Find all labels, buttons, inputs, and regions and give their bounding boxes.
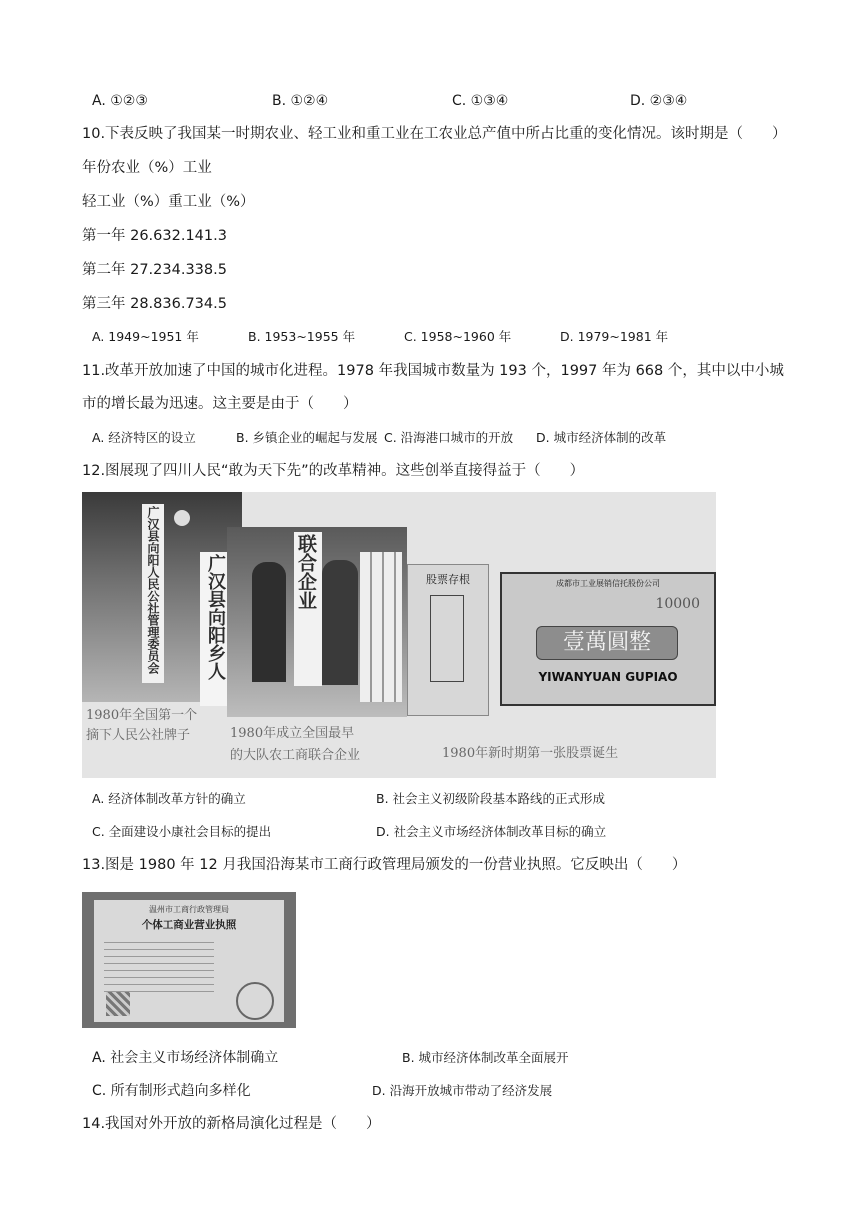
caption: 1980年成立全国最早 — [230, 726, 355, 741]
q13-option-d: D. 沿海开放城市带动了经济发展 — [372, 1083, 553, 1098]
q10-option-b: B. 1953~1955 年 — [248, 329, 356, 344]
q11-stem-line2: 市的增长最为迅速。这主要是由于（ ） — [82, 396, 358, 412]
stub-seal-box — [430, 595, 464, 682]
caption: 1980年新时期第一张股票诞生 — [442, 746, 619, 761]
q10-table-line: 第二年 27.234.338.5 — [82, 262, 227, 278]
q13-option-c: C. 所有制形式趋向多样化 — [92, 1083, 251, 1099]
q13-option-b: B. 城市经济体制改革全面展开 — [402, 1050, 569, 1065]
q9-option-d: D. ②③④ — [630, 93, 688, 109]
q11-option-c: C. 沿海港口城市的开放 — [384, 430, 514, 445]
caption: 1980年全国第一个 — [86, 708, 198, 723]
license-text-lines — [104, 936, 214, 996]
q10-option-d: D. 1979~1981 年 — [560, 329, 669, 344]
stock-stub — [407, 564, 489, 716]
q10-table-line: 第三年 28.836.734.5 — [82, 296, 227, 312]
license-bureau: 温州市工商行政管理局 — [149, 905, 229, 914]
q12-option-d: D. 社会主义市场经济体制改革目标的确立 — [376, 824, 607, 839]
stock-issuer: 成都市工业展销信托股份公司 — [556, 579, 660, 588]
q11-stem-line1: 11.改革开放加速了中国的城市化进程。1978 年我国城市数量为 193 个，1997 年为 668 个，其中以中小城 — [82, 363, 784, 379]
q12-option-c: C. 全面建设小康社会目标的提出 — [92, 824, 272, 839]
person-silhouette — [322, 560, 358, 685]
caption: 的大队农工商联合企业 — [230, 748, 361, 763]
stock-stub-title: 股票存根 — [426, 573, 470, 586]
village-sign-board: 广汉县向阳乡人 — [200, 552, 230, 706]
q10-option-a: A. 1949~1951 年 — [92, 329, 199, 344]
business-license — [94, 900, 284, 1022]
q13-license-photo — [82, 892, 296, 1028]
q14-stem: 14.我国对外开放的新格局演化过程是（ ） — [82, 1116, 381, 1132]
caption: 摘下人民公社牌子 — [86, 728, 191, 743]
q12-option-a: A. 经济体制改革方针的确立 — [92, 791, 246, 806]
q12-historical-photo-collage — [82, 492, 716, 778]
q10-stem: 10.下表反映了我国某一时期农业、轻工业和重工业在工农业总产值中所占比重的变化情况。该时期是（ ） — [82, 126, 787, 142]
q10-table-line: 年份农业（%）工业 — [82, 160, 212, 176]
q9-option-b: B. ①②④ — [272, 93, 329, 109]
q13-stem: 13.图是 1980 年 12 月我国沿海某市工商行政管理局颁发的一份营业执照。它反映出（ ） — [82, 857, 687, 873]
enterprise-banner: 联合企业 — [294, 532, 322, 686]
q10-option-c: C. 1958~1960 年 — [404, 329, 512, 344]
q9-option-c: C. ①③④ — [452, 93, 509, 109]
license-portrait — [106, 992, 130, 1016]
q10-table-line: 第一年 26.632.141.3 — [82, 228, 227, 244]
commune-sign-board: 广汉县向阳人民公社管理委员会 — [142, 504, 164, 683]
q11-option-d: D. 城市经济体制的改革 — [536, 430, 667, 445]
q13-option-a: A. 社会主义市场经济体制确立 — [92, 1050, 279, 1066]
q11-option-a: A. 经济特区的设立 — [92, 430, 196, 445]
license-title: 个体工商业营业执照 — [141, 919, 237, 931]
banner-strips — [360, 552, 402, 702]
person-silhouette — [252, 562, 286, 682]
lamp-icon — [174, 510, 190, 526]
q10-table-line: 轻工业（%）重工业（%） — [82, 194, 255, 210]
stock-amount: 壹萬圓整 — [536, 626, 678, 660]
q11-option-b: B. 乡镇企业的崛起与发展 — [236, 430, 378, 445]
official-seal-icon — [236, 982, 274, 1020]
stock-number: 10000 — [655, 596, 700, 612]
q12-stem: 12.图展现了四川人民“敢为天下先”的改革精神。这些创举直接得益于（ ） — [82, 463, 585, 479]
stock-certificate — [500, 572, 716, 706]
q9-option-a: A. ①②③ — [92, 93, 148, 109]
stock-romanized: YIWANYUAN GUPIAO — [538, 670, 678, 684]
q12-option-b: B. 社会主义初级阶段基本路线的正式形成 — [376, 791, 606, 806]
